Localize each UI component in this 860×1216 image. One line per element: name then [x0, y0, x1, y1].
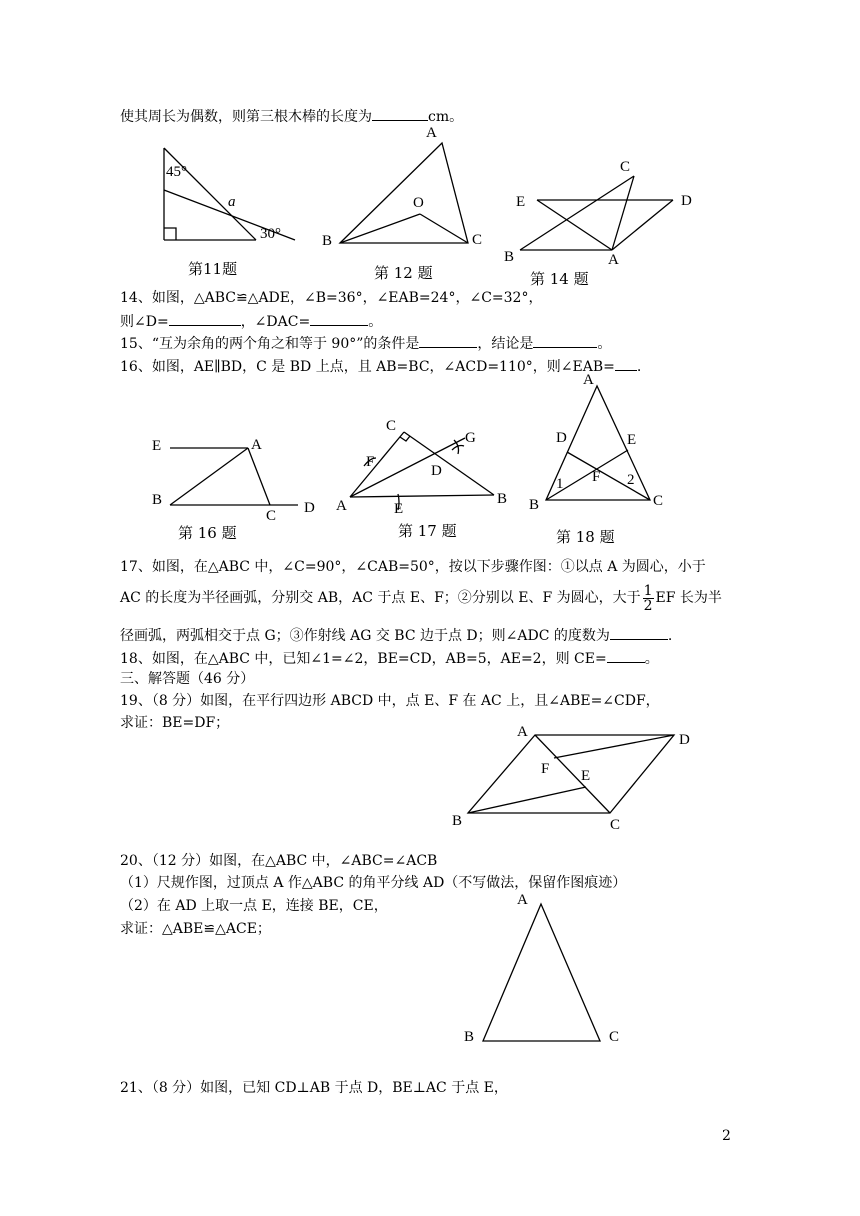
q13-text: 使其周长为偶数，则第三根木棒的长度为 — [120, 109, 372, 125]
q15-line — [120, 333, 611, 353]
fig16-point-E: E — [152, 438, 162, 454]
figure-12 — [318, 122, 498, 252]
q16-text-a: 16、如图，AE∥BD，C 是 BD 上点，且 AB=BC，∠ACD=110°，则∠EAB= — [120, 359, 615, 375]
q20-line2: （1）尺规作图，过顶点 A 作△ABC 的角平分线 AD（不写做法，保留作图痕迹） — [120, 875, 627, 891]
q19-line1: 19、（8 分）如图，在平行四边形 ABCD 中，点 E、F 在 AC 上，且∠ABE=∠CDF， — [120, 693, 660, 709]
q17-line1: 17、如图，在△ABC 中，∠C=90°，∠CAB=50°，按以下步骤作图：①以点 A 为圆心，小于 — [120, 559, 706, 575]
q18-line — [120, 648, 659, 668]
fig19-point-E: E — [581, 768, 591, 784]
figure-11 — [150, 140, 310, 250]
angle-30-label: 30° — [260, 226, 281, 242]
q13-suffix: cm。 — [428, 109, 464, 125]
fig20-point-B: B — [464, 1029, 475, 1045]
answer-blank — [610, 625, 668, 640]
fig12-point-O: O — [413, 195, 424, 211]
q15-text-c: 。 — [597, 336, 612, 352]
q17-text-b: EF 长为半 — [655, 590, 722, 606]
angle-45-label: 45° — [166, 164, 187, 180]
fig17-point-B: B — [497, 491, 508, 507]
fig18-point-C: C — [653, 493, 664, 509]
answer-blank — [310, 311, 368, 326]
q21-line1: 21、（8 分）如图，已知 CD⊥AB 于点 D，BE⊥AC 于点 E， — [120, 1080, 508, 1096]
fig16-point-A: A — [251, 437, 262, 453]
answer-blank — [533, 333, 597, 348]
fig16-point-C: C — [266, 508, 277, 524]
figure-14 — [500, 152, 700, 267]
fig14-point-E: E — [516, 194, 526, 210]
fig20-point-A: A — [517, 892, 528, 908]
q14-line1: 14、如图，△ABC≌△ADE，∠B=36°，∠EAB=24°，∠C=32°， — [120, 290, 543, 306]
fig19-point-B: B — [452, 813, 463, 829]
fig18-point-D: D — [556, 430, 567, 446]
line-a-label: a — [228, 194, 236, 210]
fig19-point-C: C — [610, 817, 621, 833]
caption-fig16: 第 16 题 — [178, 524, 237, 542]
q19-line2: 求证：BE=DF； — [120, 715, 230, 731]
fig16-point-D: D — [304, 500, 315, 516]
figure-20 — [458, 888, 638, 1048]
fig18-angle-2: 2 — [627, 472, 635, 488]
q18-text-a: 18、如图，在△ABC 中，已知∠1=∠2，BE=CD，AB=5，AE=2，则 CE= — [120, 651, 607, 667]
fig18-point-A: A — [583, 372, 594, 388]
answer-blank — [615, 356, 637, 371]
caption-fig18: 第 18 题 — [556, 528, 615, 546]
fig18-point-E: E — [627, 432, 637, 448]
fig17-point-C: C — [386, 418, 397, 434]
caption-fig17: 第 17 题 — [398, 522, 457, 540]
fig16-point-B: B — [152, 492, 163, 508]
q20-line4: 求证：△ABE≌△ACE； — [120, 921, 271, 937]
fig14-point-D: D — [681, 193, 692, 209]
q20-line1: 20、（12 分）如图，在△ABC 中，∠ABC=∠ACB — [120, 853, 438, 869]
q17-line2 — [120, 580, 722, 616]
q15-text-a: 15、“互为余角的两个角之和等于 90°”的条件是 — [120, 336, 420, 352]
figure-19 — [448, 720, 708, 835]
fig17-point-F: F — [366, 454, 375, 470]
answer-blank — [607, 648, 645, 663]
page-number: 2 — [722, 1128, 731, 1144]
figure-17 — [330, 414, 520, 519]
fig18-point-F: F — [592, 469, 601, 485]
caption-fig12: 第 12 题 — [374, 264, 433, 282]
fig17-point-D: D — [431, 463, 442, 479]
fig12-point-B: B — [322, 233, 333, 249]
q17-text-a: AC 的长度为半径画弧，分别交 AB，AC 于点 E、F；②分别以 E、F 为圆心，大于 — [120, 590, 641, 606]
fraction-one-half — [643, 584, 654, 613]
figure-18 — [525, 370, 675, 515]
caption-fig11: 第11题 — [188, 260, 238, 278]
fig17-point-G: G — [465, 430, 476, 446]
q14-text-c: 。 — [368, 314, 383, 330]
answer-blank — [372, 106, 428, 121]
fig19-point-A: A — [517, 724, 528, 740]
answer-blank — [169, 311, 241, 326]
fig17-point-A: A — [336, 498, 347, 514]
q17-text-c: 径画弧，两弧相交于点 G；③作射线 AG 交 BC 边于点 D；则∠ADC 的度数为 — [120, 628, 610, 644]
caption-fig14: 第 14 题 — [530, 270, 589, 288]
q20-line3: （2）在 AD 上取一点 E，连接 BE，CE， — [120, 898, 388, 914]
figure-16 — [150, 430, 330, 525]
q14-text-b: ，∠DAC= — [240, 314, 311, 330]
q17-line3 — [120, 625, 672, 645]
q17-text-d: . — [667, 628, 673, 644]
fraction-numerator: 1 — [643, 582, 653, 599]
fig19-point-F: F — [541, 761, 550, 777]
fig20-point-C: C — [609, 1029, 620, 1045]
fig18-angle-1: 1 — [556, 476, 564, 492]
fig12-point-C: C — [472, 232, 483, 248]
fig12-point-A: A — [426, 125, 437, 141]
q16-text-b: . — [636, 359, 642, 375]
q15-text-b: ，结论是 — [477, 336, 534, 352]
answer-blank — [419, 333, 477, 348]
fig18-point-B: B — [529, 497, 540, 513]
fig19-point-D: D — [679, 732, 690, 748]
fraction-denominator: 2 — [643, 597, 653, 614]
q18-text-b: 。 — [644, 651, 659, 667]
fig14-point-A: A — [608, 252, 619, 268]
fig14-point-B: B — [504, 249, 515, 265]
fig14-point-C: C — [620, 159, 631, 175]
q14-line2 — [120, 311, 382, 331]
section-heading: 三、解答题（46 分） — [120, 671, 255, 687]
fig17-point-E: E — [394, 501, 404, 517]
q14-text-a: 则∠D= — [120, 314, 169, 330]
